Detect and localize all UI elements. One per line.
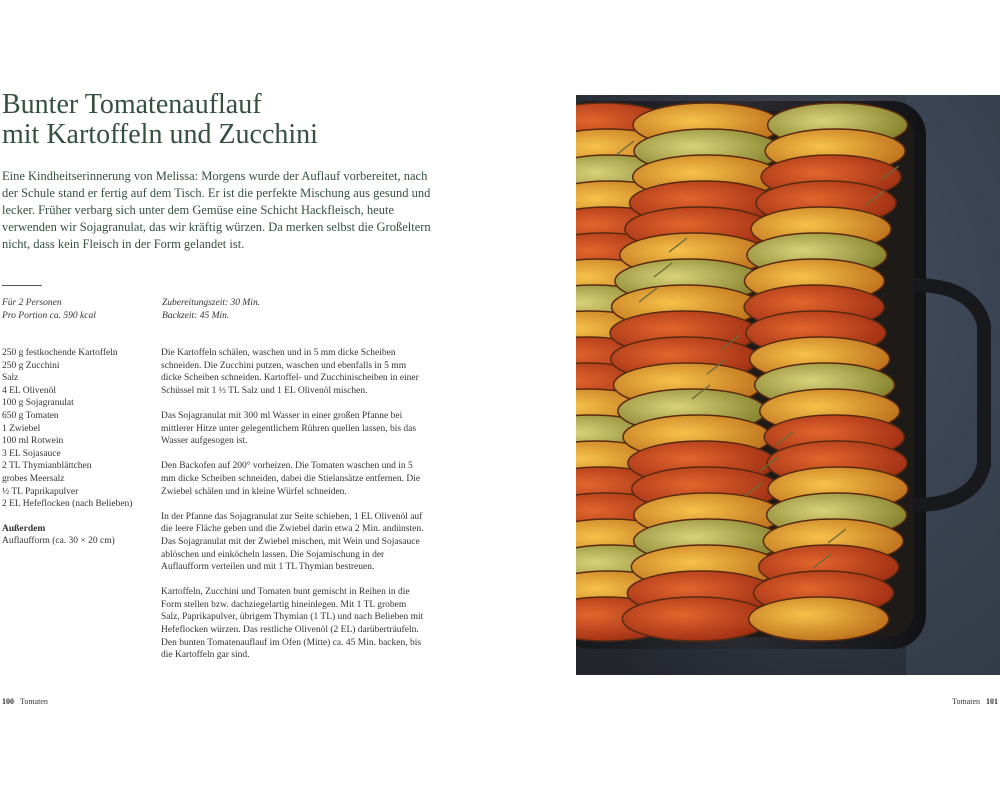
servings-text: Für 2 Personen <box>2 298 62 308</box>
ingredient-item: Salz <box>2 373 19 384</box>
page-number-left <box>2 697 48 706</box>
left-page-number: 100 <box>2 697 14 706</box>
ingredient-item: 4 EL Olivenöl <box>2 385 56 396</box>
step-paragraph: Die Kartoffeln schälen, waschen und in 5 mm dicke Scheiben schneiden. Die Zucchini putzen, waschen und ebenfalls in 5 mm dicke Scheiben schneiden. Kartoffel- und Zucchinischeiben in einer Schüssel mit 1 ½ TL Salz und 1 EL Olivenöl mischen. <box>161 348 419 396</box>
recipe-title-line-2: mit Kartoffeln und Zucchini <box>2 119 318 150</box>
page-number-right <box>952 697 998 706</box>
recipe-title <box>2 90 318 150</box>
bake-time-text: Backzeit: 45 Min. <box>162 311 230 321</box>
step-paragraph: In der Pfanne das Sojagranulat zur Seite schieben, 1 EL Olivenöl auf die leere Fläche geben und die Zwiebel darin etwa 2 Min. andünsten. Das Sojagranulat mit der Zwiebel mischen, mit Wein und Sojasauce ablöschen und einköcheln lassen. Die Sojamischung in der Auflaufform verteilen und mit 1 TL Thymian bestreuen. <box>161 511 424 573</box>
ingredient-item: 250 g festkochende Kartoffeln <box>2 348 118 358</box>
left-section-label: Tomaten <box>20 697 48 706</box>
casserole-illustration <box>576 95 1000 675</box>
extras-heading: Außerdem <box>2 523 46 534</box>
ingredient-item: 250 g Zucchini <box>2 360 60 371</box>
step-paragraph: Den Backofen auf 200° vorheizen. Die Tomaten waschen und in 5 mm dicke Scheiben schneiden, dabei die Stielansätze entfernen. Die Zwiebel schälen und in kleine Würfel schneiden. <box>161 461 421 497</box>
preparation-steps <box>161 347 426 674</box>
vegetable-slice <box>749 597 889 641</box>
ingredient-item: ½ TL Paprikapulver <box>2 486 79 497</box>
ingredient-item: 650 g Tomaten <box>2 410 59 421</box>
prep-time-text: Zubereitungszeit: 30 Min. <box>162 298 261 308</box>
ingredient-item: 100 g Sojagranulat <box>2 398 74 409</box>
right-page-number: 101 <box>986 697 998 706</box>
ingredient-item: 1 Zwiebel <box>2 423 41 434</box>
ingredient-item: 100 ml Rotwein <box>2 436 64 447</box>
recipe-title-line-1: Bunter Tomatenauflauf <box>2 89 262 120</box>
extras-item: Auflaufform (ca. 30 × 20 cm) <box>2 536 115 547</box>
ingredients-list <box>2 347 152 548</box>
step-paragraph: Kartoffeln, Zucchini und Tomaten bunt gemischt in Reihen in die Form stellen bzw. dachziegelartig hineinlegen. Mit 1 TL grobem Salz, Paprikapulver, übrigem Thymian (1 TL) und nach Belieben mit Hefeflocken würzen. Das restliche Olivenöl (2 EL) darüberträufeln. Den bunten Tomatenauflauf im Ofen (Mitte) ca. 45 Min. backen, bis die Kartoffeln gar sind. <box>161 587 424 661</box>
servings-info <box>2 297 96 323</box>
casserole-photo <box>576 95 1000 675</box>
ingredient-item: 3 EL Sojasauce <box>2 448 61 459</box>
ingredient-item: 2 TL Thymianblättchen <box>2 461 92 472</box>
ingredient-item: grobes Meersalz <box>2 473 65 484</box>
divider-rule <box>2 285 42 286</box>
right-section-label: Tomaten <box>952 697 980 706</box>
ingredient-item: 2 EL Hefeflocken (nach Belieben) <box>2 499 133 510</box>
time-info <box>162 297 260 323</box>
recipe-intro: Eine Kindheitserinnerung von Melissa: Morgens wurde der Auflauf vorbereitet, nach der Schule stand er fertig auf dem Tisch. Er ist die perfekte Mischung aus gesund und lecker. Früher verbarg sich unter dem Gemüse eine Schicht Hackfleisch, heute verwenden wir Sojagranulat, das wir kräftig würzen. Da merken selbst die Großeltern nicht, dass kein Fleisch in der Form gelandet ist. <box>2 169 431 251</box>
calories-text: Pro Portion ca. 590 kcal <box>2 311 96 321</box>
step-paragraph: Das Sojagranulat mit 300 ml Wasser in einer großen Pfanne bei mittlerer Hitze unter gelegentlichem Rühren quellen lassen, bis das Wasser aufgesogen ist. <box>161 410 417 447</box>
vegetable-slices <box>576 103 908 641</box>
